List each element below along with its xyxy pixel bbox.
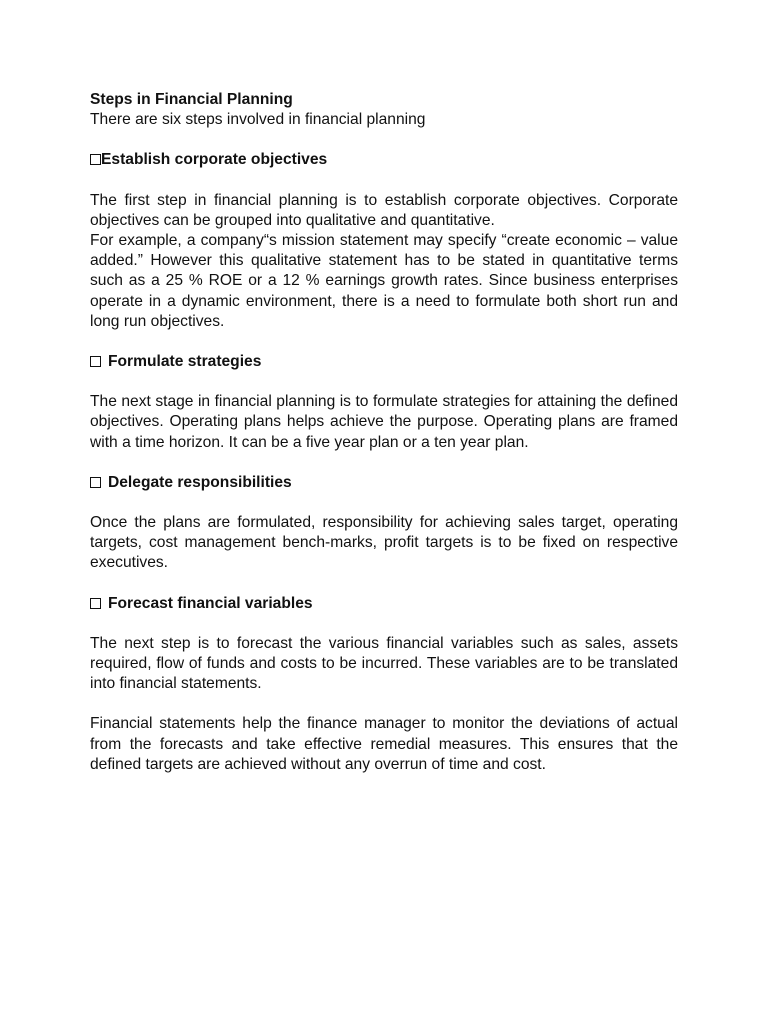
- section-heading-label: Delegate responsibilities: [108, 473, 292, 491]
- section-heading-forecast: [90, 594, 678, 614]
- section-heading-label: Formulate strategies: [108, 353, 262, 371]
- checkbox-square-icon: [90, 154, 101, 165]
- checkbox-square-icon: [90, 598, 101, 609]
- paragraph: The first step in financial planning is to establish corporate objectives. Corporate objectives can be grouped into qualitative and quantitative.: [90, 191, 678, 229]
- section-heading-label: Establish corporate objectives: [101, 151, 328, 169]
- paragraph: The next stage in financial planning is to formulate strategies for attaining the defined objectives. Operating plans helps achieve the purpose. Operating plans are framed with a time horizon. It can be a five year plan or a ten year plan.: [90, 393, 678, 451]
- document-intro: There are six steps involved in financial planning: [90, 111, 426, 129]
- paragraph: The next step is to forecast the various financial variables such as sales, assets required, flow of funds and costs to be incurred. These variables are to be translated into financial statements.: [90, 634, 678, 693]
- section-heading-objectives: [90, 150, 678, 170]
- paragraph: For example, a company“s mission statement may specify “create economic – value added.” However this qualitative statement has to be stated in quantitative terms such as a 25 % ROE or a 12 % earnings growth rates. Since business enterprises operate in a dynamic environment, there is a need to formulate both short run and long run objectives.: [90, 232, 678, 330]
- paragraph: Once the plans are formulated, responsibility for achieving sales target, operating targets, cost management bench-marks, profit targets is to be fixed on respective executives.: [90, 514, 678, 572]
- section-heading-responsibilities: [90, 473, 678, 493]
- checkbox-square-icon: [90, 356, 101, 367]
- section-heading-label: Forecast financial variables: [108, 594, 313, 612]
- document-title: Steps in Financial Planning: [90, 91, 293, 108]
- paragraph: Financial statements help the finance manager to monitor the deviations of actual from the forecasts and take effective remedial measures. This ensures that the defined targets are achieved without any overrun of time and cost.: [90, 715, 678, 773]
- document-body: [90, 90, 678, 795]
- checkbox-square-icon: [90, 477, 101, 488]
- section-heading-strategies: [90, 352, 678, 372]
